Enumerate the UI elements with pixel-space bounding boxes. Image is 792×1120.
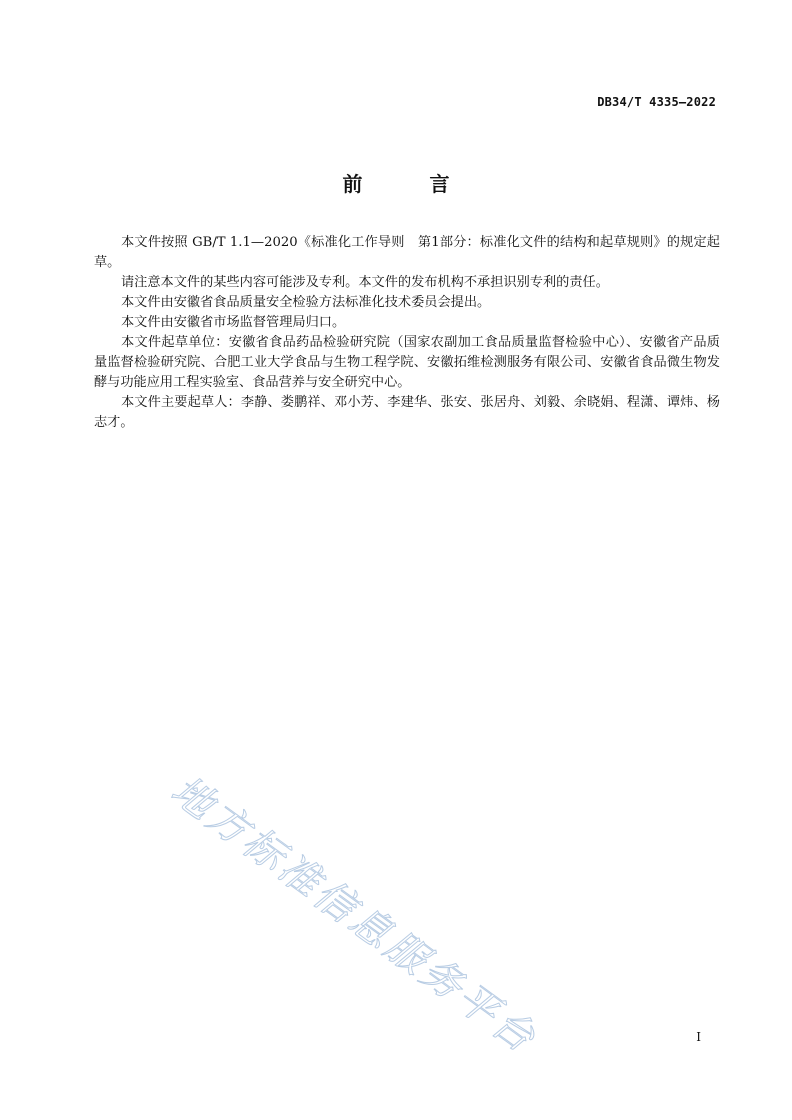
paragraph-drafting-units: 本文件起草单位：安徽省食品药品检验研究院（国家农副加工食品质量监督检验中心）、安徽省产品质量监督检验研究院、合肥工业大学食品与生物工程学院、安徽拓维检测服务有限公司、安徽省食品微生物发酵与功能应用工程实验室、食品营养与安全研究中心。 (94, 335, 720, 390)
page-title: 前 言 (342, 172, 480, 196)
paragraph-patent-notice: 请注意本文件的某些内容可能涉及专利。本文件的发布机构不承担识别专利的责任。 (121, 275, 609, 290)
foreword-body (94, 233, 720, 433)
paragraph-drafting-rules: 本文件按照 GB/T 1.1—2020《标准化工作导则 第1部分：标准化文件的结构和起草规则》的规定起草。 (94, 235, 720, 270)
paragraph-drafters: 本文件主要起草人：李静、娄鹏祥、邓小芳、李建华、张安、张居舟、刘毅、余晓娟、程潇、谭炜、杨志才。 (94, 395, 720, 430)
paragraph-proposer: 本文件由安徽省食品质量安全检验方法标准化技术委员会提出。 (121, 295, 491, 310)
page-number: I (696, 1030, 701, 1044)
paragraph-administrator: 本文件由安徽省市场监督管理局归口。 (121, 315, 346, 330)
standard-code: DB34/T 4335—2022 (597, 95, 716, 109)
watermark: 地方标准信息服务平台 (162, 767, 546, 1064)
